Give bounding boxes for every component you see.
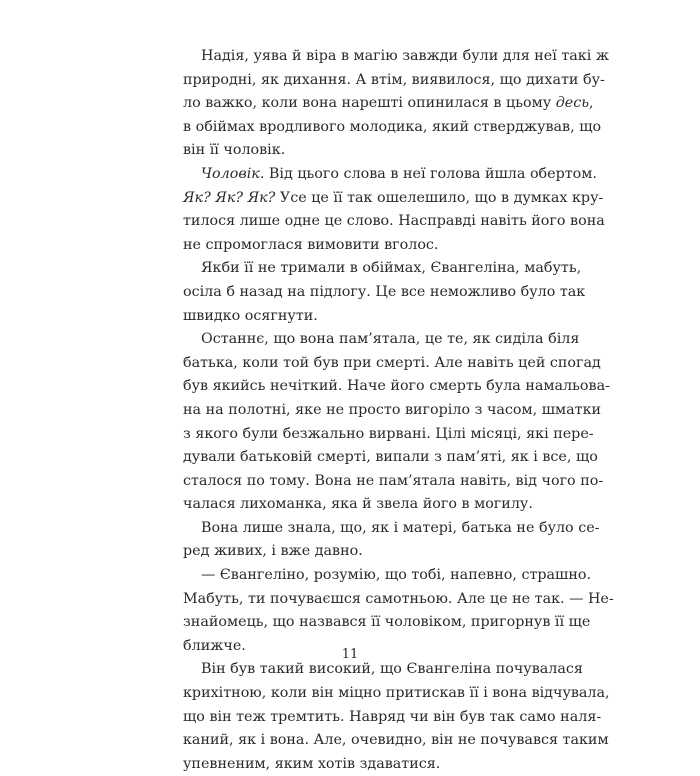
text-line: в обіймах вродливого молодика, який стверджував, що [183,118,602,135]
text-line: на на полотні, яке не просто вигоріло з часом, шматки [183,401,602,418]
text-span: . Від цього слова в неї голова йшла обертом. [259,165,597,182]
page-number: 11 [341,647,359,662]
text-line: каний, як і вона. Але, очевидно, він не почувався таким [183,732,609,749]
text-span: , [589,95,594,112]
text-line: Він був такий високий, що Євангеліна почувалася [201,661,583,678]
text-line: батька, коли той був при смерті. Але навіть цей спогад [183,354,601,371]
text-line: Надія, уява й віра в магію завжди були для неї такі ж [201,48,609,64]
text-line: швидко осягнути. [183,307,318,324]
text-line: з якого були безжально вирвані. Цілі місяці, які пере- [183,425,594,442]
emphasis-text: Як? Як? Як? [183,189,276,206]
text-line: ред живих, і вже давно. [183,543,363,560]
text-span: ло важко, коли вона нарешті опинилася в цьому [183,95,556,112]
text-line: Якби її не тримали в обіймах, Євангеліна, мабуть, [201,260,582,277]
text-line: Останнє, що вона пам’ятала, це те, як сиділа біля [201,331,580,348]
text-line: упевненим, яким хотів здаватися. [183,755,441,772]
text-line: Вона лише знала, що, як і матері, батька не було се- [201,519,600,536]
text-line [183,187,604,211]
emphasis-text: Чоловік [201,165,260,182]
emphasis-text: десь [555,95,590,112]
text-span: Усе це її так ошелешило, що в думках кру- [275,189,604,206]
text-line: сталося по тому. Вона не пам’ятала навіть, від чого по- [183,472,604,489]
text-line: осіла б назад на підлогу. Це все неможливо було так [183,283,586,300]
text-line: дували батьковій смерті, випали з пам’яті, як і все, що [183,449,598,466]
text-line [183,163,597,187]
text-line: природні, як дихання. А втім, виявилося, що дихати бу- [183,71,605,88]
text-line: знайомець, що назвався її чоловіком, пригорнув її ще [183,614,591,631]
body-text [183,45,614,776]
text-line: тилося лише одне це слово. Насправді навіть його вона [183,213,605,230]
text-line: ближче. [183,637,246,654]
text-line: чалася лихоманка, яка й звела його в могилу. [183,496,533,513]
text-line: був якийсь нечіткий. Наче його смерть була намальова- [183,378,610,395]
text-line: що він теж тремтить. Навряд чи він був так само наля- [183,708,602,725]
text-line: — Євангеліно, розумію, що тобі, напевно, страшно. [201,567,592,584]
text-line [183,92,594,116]
text-line: не спромоглася вимовити вголос. [183,236,439,253]
text-line: він її чоловік. [183,142,286,159]
text-line: крихітною, коли він міцно притискав її і вона відчувала, [183,685,610,702]
text-line: Мабуть, ти почуваєшся самотньою. Але це не так. — Не- [183,590,614,607]
